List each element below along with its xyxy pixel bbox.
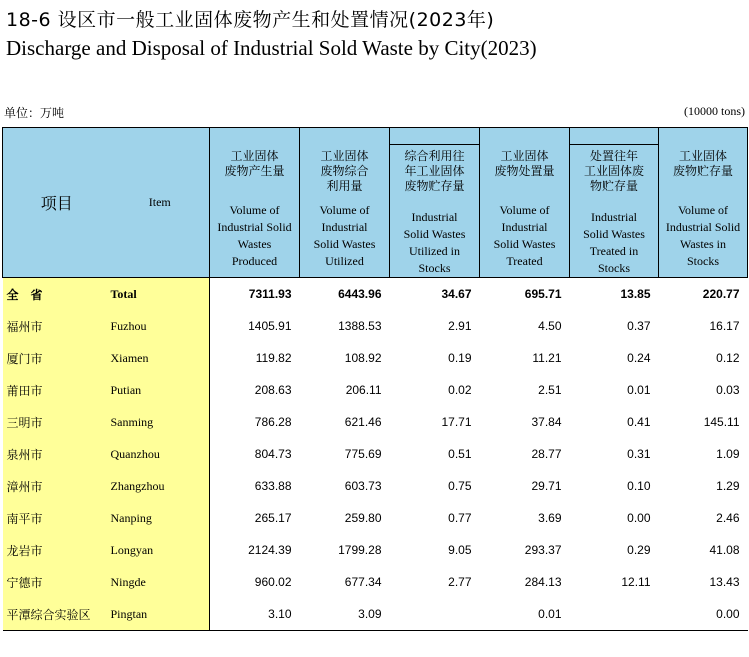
row-name-en: Putian xyxy=(111,374,210,406)
header-label-en: Industrial Solid Wastes Treated in Stocks xyxy=(583,210,645,275)
cell-value: 1405.91 xyxy=(248,319,292,333)
cell-value: 17.71 xyxy=(441,415,472,429)
header-col xyxy=(570,128,659,278)
cell-value: 2124.39 xyxy=(248,543,292,557)
cell-value: 0.03 xyxy=(716,383,740,397)
cell-value: 0.00 xyxy=(627,511,651,525)
cell-value: 0.77 xyxy=(448,511,472,525)
row-name-cn: 厦门市 xyxy=(3,342,111,374)
cell-value: 0.75 xyxy=(448,479,472,493)
cell-value: 7311.93 xyxy=(248,287,292,301)
cell-value: 12.11 xyxy=(621,575,651,589)
cell-value: 0.00 xyxy=(659,598,748,631)
row-name-en: Ningde xyxy=(111,566,210,598)
cell-value: 11.21 xyxy=(532,351,562,365)
cell-value: 41.08 xyxy=(709,543,740,557)
cell-value: 0.37 xyxy=(627,319,651,333)
header-item-cn: 项目 xyxy=(3,128,111,278)
cell-value: 108.92 xyxy=(344,351,382,365)
row-name-cn: 平潭综合实验区 xyxy=(3,598,111,631)
cell-value: 145.11 xyxy=(703,415,740,429)
row-name-cn: 宁德市 xyxy=(3,566,111,598)
row-name-en: Total xyxy=(111,278,210,311)
header-col xyxy=(390,128,480,278)
table-row xyxy=(3,278,748,311)
table-row xyxy=(3,598,748,631)
cell-value: 0.29 xyxy=(627,543,651,557)
cell-value: 1388.53 xyxy=(338,319,382,333)
cell-value: 960.02 xyxy=(254,575,292,589)
header-label-en: Volume of Industrial Solid Wastes in Stocks xyxy=(665,203,741,268)
table-row xyxy=(3,470,748,502)
cell-value xyxy=(390,598,480,631)
row-name-cn: 龙岩市 xyxy=(3,534,111,566)
header-label-en: Volume of Industrial Solid Wastes Utilized xyxy=(313,203,376,268)
row-name-en: Quanzhou xyxy=(111,438,210,470)
cell-value: 0.01 xyxy=(480,598,570,631)
cell-value: 29.71 xyxy=(531,479,562,493)
cell-value: 0.41 xyxy=(627,415,651,429)
header-col xyxy=(300,128,390,278)
header-item-en: Item xyxy=(111,128,210,278)
cell-value: 206.11 xyxy=(345,383,382,397)
cell-value: 0.01 xyxy=(627,383,651,397)
header-label-cn: 工业固体 废物产生量 xyxy=(224,149,285,178)
table-row xyxy=(3,342,748,374)
cell-value: 0.19 xyxy=(448,351,472,365)
header-label-cn: 工业固体 废物贮存量 xyxy=(672,149,733,178)
cell-value: 28.77 xyxy=(531,447,562,461)
cell-value: 3.09 xyxy=(300,598,390,631)
cell-value: 0.51 xyxy=(448,447,472,461)
header-col xyxy=(210,128,300,278)
header-col xyxy=(659,128,748,278)
cell-value: 4.50 xyxy=(538,319,562,333)
cell-value: 0.31 xyxy=(627,447,651,461)
waste-table xyxy=(2,127,748,631)
cell-value: 6443.96 xyxy=(338,287,382,301)
row-name-cn: 泉州市 xyxy=(3,438,111,470)
row-name-en: Zhangzhou xyxy=(111,470,210,502)
cell-value: 34.67 xyxy=(441,287,472,301)
header-label-cn: 工业固体 废物处置量 xyxy=(494,149,555,178)
header-col xyxy=(480,128,570,278)
cell-value: 1799.28 xyxy=(338,543,382,557)
cell-value: 259.80 xyxy=(344,511,382,525)
cell-value: 775.69 xyxy=(344,447,382,461)
cell-value: 37.84 xyxy=(531,415,562,429)
cell-value: 0.24 xyxy=(627,351,651,365)
row-name-en: Longyan xyxy=(111,534,210,566)
table-row xyxy=(3,310,748,342)
row-name-cn: 三明市 xyxy=(3,406,111,438)
table-row xyxy=(3,406,748,438)
cell-value: 621.46 xyxy=(344,415,382,429)
cell-value: 13.85 xyxy=(620,287,651,301)
cell-value: 1.09 xyxy=(716,447,740,461)
header-label-en: Volume of Industrial Solid Wastes Treated xyxy=(493,203,556,268)
header-group-line xyxy=(569,128,659,145)
row-name-cn: 全 省 xyxy=(3,278,111,311)
page-title-cn: 18-6 设区市一般工业固体废物产生和处置情况(2023年) xyxy=(6,9,495,31)
header-label-cn: 工业固体 废物综合 利用量 xyxy=(320,149,369,193)
cell-value: 9.05 xyxy=(448,543,472,557)
unit-label-en: (10000 tons) xyxy=(684,104,745,118)
cell-value: 695.71 xyxy=(524,287,562,301)
header-label-en: Industrial Solid Wastes Utilized in Stocks xyxy=(403,210,466,275)
table-body xyxy=(3,278,748,631)
cell-value: 0.02 xyxy=(448,383,472,397)
cell-value: 677.34 xyxy=(344,575,382,589)
cell-value: 16.17 xyxy=(709,319,740,333)
cell-value: 786.28 xyxy=(254,415,292,429)
cell-value: 3.10 xyxy=(210,598,300,631)
row-name-cn: 福州市 xyxy=(3,310,111,342)
cell-value: 0.12 xyxy=(716,351,740,365)
row-name-cn: 南平市 xyxy=(3,502,111,534)
cell-value: 265.17 xyxy=(254,511,292,525)
cell-value: 2.51 xyxy=(538,383,562,397)
unit-label-cn: 单位：万吨 xyxy=(4,106,65,120)
table-row xyxy=(3,374,748,406)
cell-value: 220.77 xyxy=(702,287,740,301)
header-label-cn: 处置往年 工业固体废 物贮存量 xyxy=(583,149,644,193)
table-row xyxy=(3,566,748,598)
cell-value: 284.13 xyxy=(524,575,562,589)
cell-value: 2.91 xyxy=(448,319,472,333)
row-name-en: Pingtan xyxy=(111,598,210,631)
cell-value: 2.46 xyxy=(716,511,740,525)
cell-value: 2.77 xyxy=(448,575,472,589)
cell-value: 13.43 xyxy=(709,575,740,589)
row-name-en: Fuzhou xyxy=(111,310,210,342)
table-row xyxy=(3,502,748,534)
header-label-en: Volume of Industrial Solid Wastes Produced xyxy=(217,203,292,268)
cell-value xyxy=(570,598,659,631)
row-name-en: Sanming xyxy=(111,406,210,438)
page-title-en: Discharge and Disposal of Industrial Sold Waste by City(2023) xyxy=(6,36,537,60)
cell-value: 0.10 xyxy=(627,479,651,493)
cell-value: 804.73 xyxy=(254,447,292,461)
header-label-cn: 综合利用往 年工业固体 废物贮存量 xyxy=(404,149,465,193)
cell-value: 603.73 xyxy=(344,479,382,493)
cell-value: 3.69 xyxy=(538,511,562,525)
cell-value: 119.82 xyxy=(255,351,292,365)
row-name-cn: 漳州市 xyxy=(3,470,111,502)
row-name-en: Nanping xyxy=(111,502,210,534)
cell-value: 208.63 xyxy=(254,383,292,397)
table-row xyxy=(3,534,748,566)
row-name-en: Xiamen xyxy=(111,342,210,374)
cell-value: 1.29 xyxy=(716,479,740,493)
row-name-cn: 莆田市 xyxy=(3,374,111,406)
cell-value: 633.88 xyxy=(254,479,292,493)
table-row xyxy=(3,438,748,470)
header-group-line xyxy=(389,128,480,145)
cell-value: 293.37 xyxy=(524,543,562,557)
